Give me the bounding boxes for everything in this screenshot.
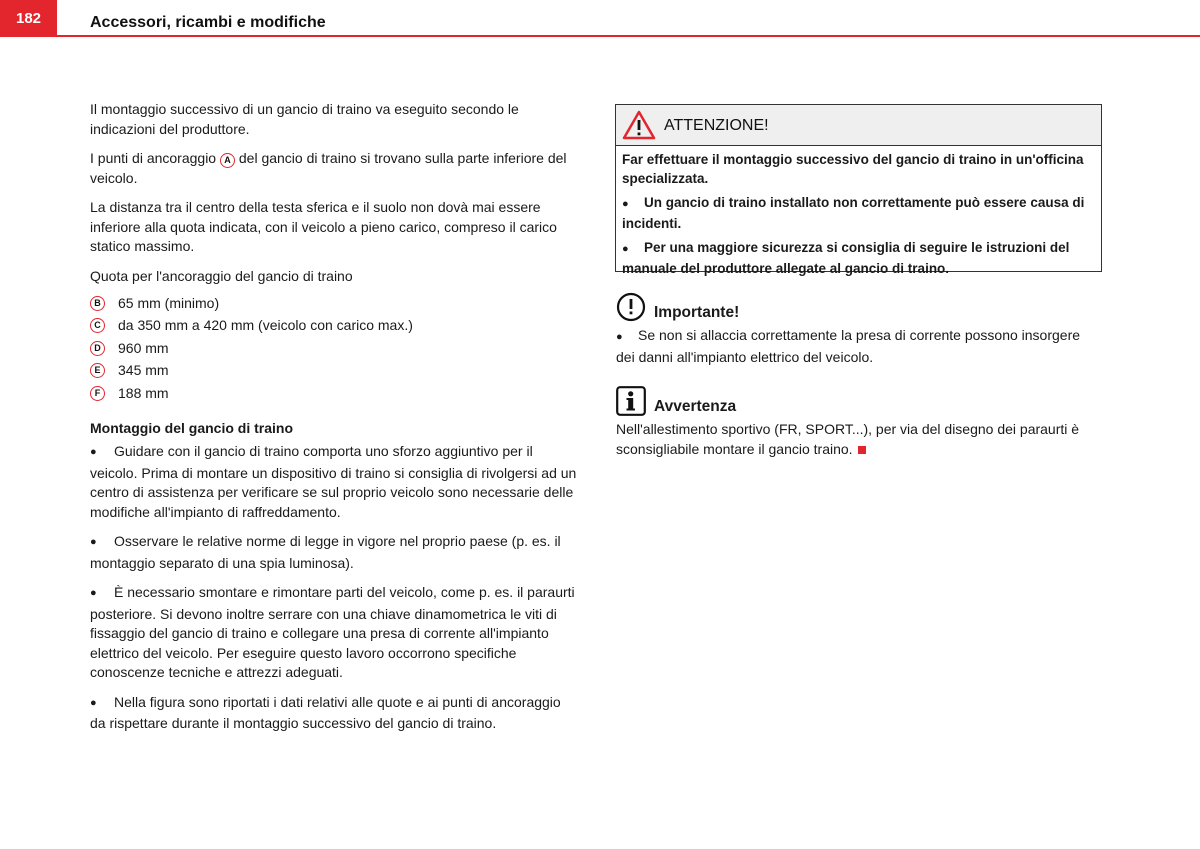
callout-badge-c: C [90, 318, 105, 333]
notice-title: Avvertenza [654, 398, 737, 415]
bullet-text: Osservare le relative norme di legge in vigore nel proprio paese (p. es. il montaggio separato di una spia luminosa). [90, 533, 561, 571]
dimension-item [90, 382, 580, 405]
bullet-text: Guidare con il gancio di traino comporta uno sforzo aggiuntivo per il veicolo. Prima di montare un dispositivo di traino si consiglia di rivolgersi ad un centro di assistenza per verificare se sul proprio veicolo sono necessarie delle modifiche all'impianto di raffreddamento. [90, 443, 577, 520]
callout-badge-a: A [220, 153, 235, 168]
paragraph-intro: Il montaggio successivo di un gancio di traino va eseguito secondo le indicazioni del produttore. [90, 101, 519, 137]
exclamation-circle-icon [616, 292, 646, 322]
callout-badge-f: F [90, 386, 105, 401]
bullet-icon [90, 442, 114, 464]
warning-title: ATTENZIONE! [664, 116, 769, 134]
callout-badge-e: E [90, 363, 105, 378]
bullet-icon [622, 193, 644, 214]
header-rule [57, 35, 1200, 37]
section-title: Montaggio del gancio di traino [90, 419, 293, 436]
end-of-section-marker [858, 446, 866, 454]
important-header [616, 292, 1102, 322]
callout-badge-b: B [90, 296, 105, 311]
list-item [90, 532, 580, 573]
important-text: Se non si allaccia correttamente la presa di corrente possono insorgere dei danni all'impianto elettrico del veicolo. [616, 327, 1081, 365]
dimension-item [90, 360, 580, 383]
paragraph-anchor-before: I punti di ancoraggio [90, 150, 217, 166]
dimension-item [90, 292, 580, 315]
list-item [622, 238, 1095, 278]
dimension-item [90, 337, 580, 360]
list-item [616, 326, 1102, 367]
page-number: 182 [0, 0, 57, 37]
dimension-text: 65 mm (minimo) [118, 294, 220, 311]
warning-bullet-text: Un gancio di traino installato non correttamente può essere causa di incidenti. [622, 195, 1085, 231]
paragraph-dimensions-intro: Quota per l'ancoraggio del gancio di traino [90, 267, 353, 284]
callout-badge-d: D [90, 341, 105, 356]
page-title: Accessori, ricambi e modifiche [90, 14, 326, 31]
dimension-text: 188 mm [118, 384, 169, 401]
paragraph-distance: La distanza tra il centro della testa sferica e il suolo non dovà mai essere inferiore alla quota indicata, con il veicolo a pieno carico, compreso il carico statico massimo. [90, 199, 557, 254]
notice-paragraph [616, 420, 1102, 459]
warning-intro: Far effettuare il montaggio successivo del gancio di traino in un'officina specializzata. [622, 152, 1084, 186]
bullet-icon [90, 532, 114, 554]
list-item [90, 442, 580, 522]
dimension-text: da 350 mm a 420 mm (veicolo con carico max.) [118, 317, 413, 333]
warning-header [616, 105, 1101, 146]
paragraph-anchor-points [90, 149, 580, 188]
bullet-icon [90, 583, 114, 605]
warning-box [615, 104, 1102, 276]
bullet-icon [616, 326, 638, 348]
left-column [90, 100, 580, 744]
paragraph-anchor-after: del gancio di traino si trovano sulla parte inferiore del veicolo. [90, 150, 567, 186]
bullet-text: Nella figura sono riportati i dati relativi alle quote e ai punti di ancoraggio da rispettare durante il montaggio successivo del gancio di traino. [90, 693, 561, 731]
info-icon [616, 386, 646, 416]
dimension-text: 345 mm [118, 362, 169, 378]
dimension-item [90, 315, 580, 338]
dimensions-list [90, 292, 580, 405]
notice-header [616, 386, 1102, 416]
important-title: Importante! [654, 304, 740, 321]
list-item [90, 693, 580, 734]
warning-body [616, 146, 1101, 278]
bullet-text: È necessario smontare e rimontare parti del veicolo, come p. es. il paraurti posteriore. Si devono inoltre serrare con una chiave dinamometrica le viti di fissaggio del gancio di traino e collegare una presa di corrente all'impianto elettrico del veicolo. Per eseguire questo lavoro occorrono specifiche conoscenze tecniche e attrezzi adeguati. [90, 584, 575, 680]
bullet-icon [90, 693, 114, 715]
warning-triangle-icon [622, 110, 656, 140]
bullet-icon [622, 238, 644, 259]
notice-section [616, 386, 1102, 459]
dimension-text: 960 mm [118, 339, 169, 356]
warning-bullet-text: Per una maggiore sicurezza si consiglia di seguire le istruzioni del manuale del produttore allegate al gancio di traino. [622, 240, 1070, 276]
notice-text: Nell'allestimento sportivo (FR, SPORT...), per via del disegno dei paraurti è sconsigliabile montare il gancio traino. [616, 421, 1080, 457]
list-item [90, 583, 580, 683]
list-item [622, 193, 1095, 233]
important-section [616, 292, 1102, 367]
